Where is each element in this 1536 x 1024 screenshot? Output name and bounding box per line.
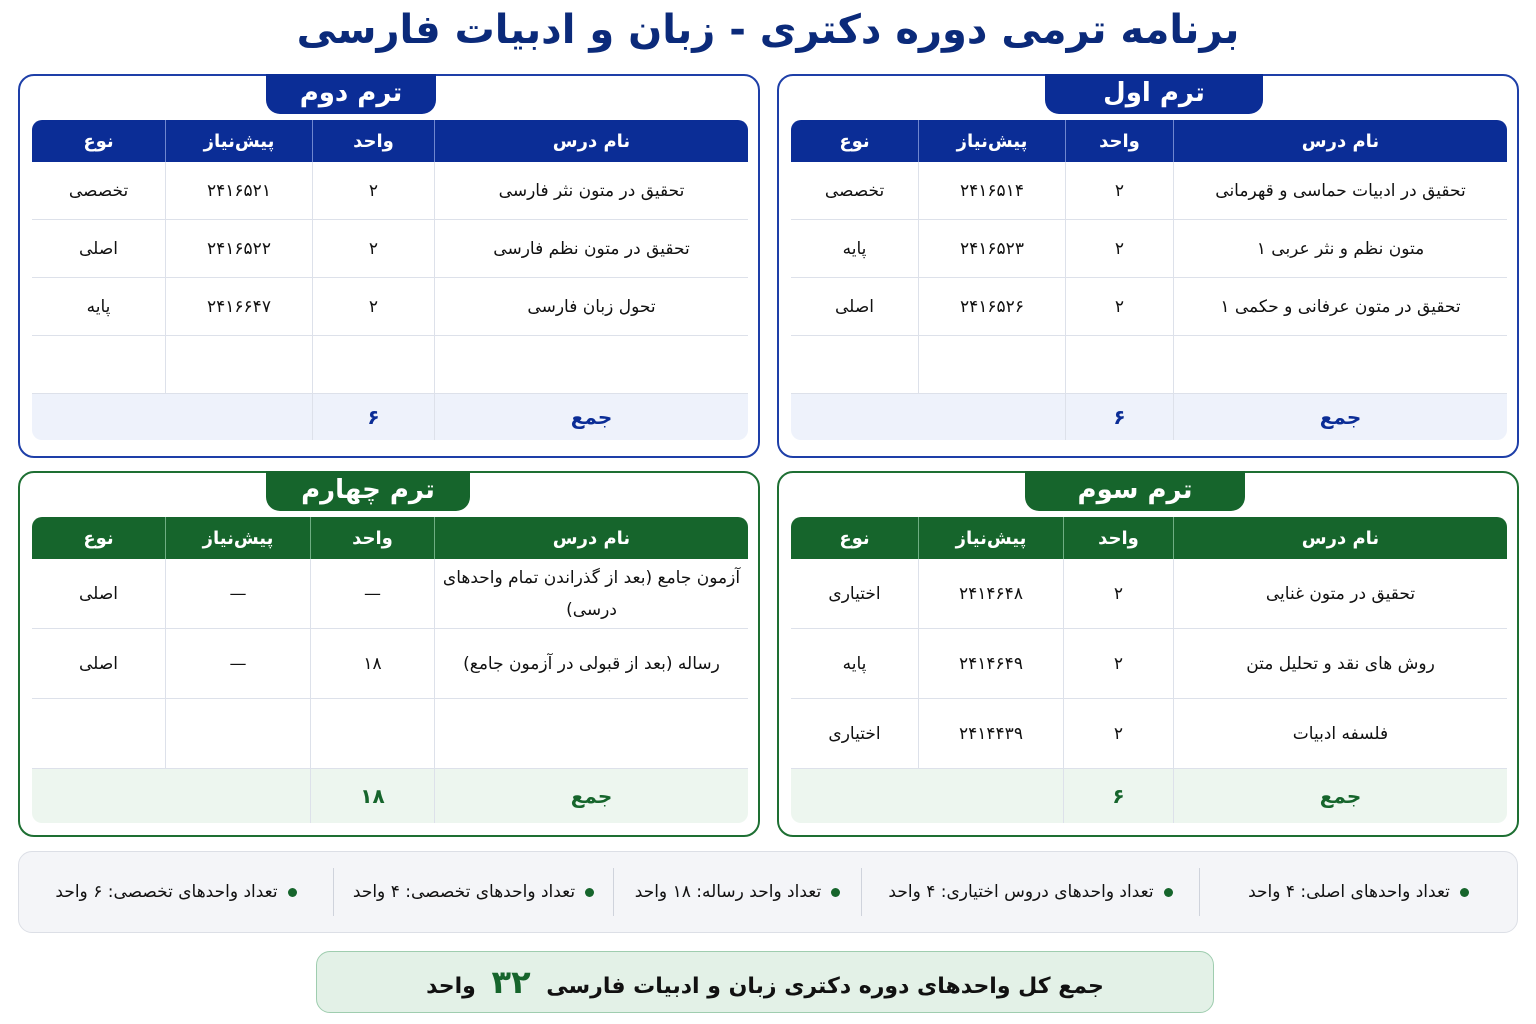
course-units: ۲ bbox=[1063, 629, 1173, 699]
empty-row bbox=[32, 699, 748, 769]
term-1-panel bbox=[777, 74, 1519, 458]
course-name: تحقیق در متون غنایی bbox=[1173, 559, 1507, 629]
course-prereq: ۲۴۱۶۶۴۷ bbox=[165, 278, 312, 336]
course-prereq: ۲۴۱۶۵۲۱ bbox=[165, 162, 312, 220]
course-units: ۲ bbox=[1065, 220, 1173, 278]
course-prereq: — bbox=[165, 559, 310, 629]
total-value: ۳۲ bbox=[491, 963, 531, 1001]
bullet-dot-icon bbox=[288, 888, 297, 897]
bullet-dot-icon bbox=[585, 888, 594, 897]
summary-text: تعداد واحدهای اصلی: ۴ واحد bbox=[1248, 882, 1450, 902]
course-type: پایه bbox=[32, 278, 165, 336]
column-header-name: نام درس bbox=[434, 517, 748, 559]
table-header bbox=[32, 120, 748, 162]
term-3-table bbox=[791, 517, 1507, 823]
course-name: رساله (بعد از قبولی در آزمون جامع) bbox=[434, 629, 748, 699]
column-header-type: نوع bbox=[32, 517, 165, 559]
term-2-label: ترم دوم bbox=[266, 74, 436, 114]
bullet-dot-icon bbox=[831, 888, 840, 897]
course-prereq: ۲۴۱۶۵۲۲ bbox=[165, 220, 312, 278]
course-prereq: ۲۴۱۶۵۲۳ bbox=[918, 220, 1065, 278]
table-row bbox=[32, 559, 748, 629]
sum-value: ۱۸ bbox=[310, 769, 434, 823]
sum-value: ۶ bbox=[1063, 769, 1173, 823]
term-1-table bbox=[791, 120, 1507, 440]
summary-text: تعداد واحدهای تخصصی: ۶ واحد bbox=[55, 882, 278, 902]
column-header-prereq: پیش‌نیاز bbox=[165, 120, 312, 162]
course-type: اصلی bbox=[32, 629, 165, 699]
term-3-label: ترم سوم bbox=[1025, 471, 1245, 511]
table-row bbox=[32, 162, 748, 220]
term-4-table bbox=[32, 517, 748, 823]
course-name: تحقیق در متون نثر فارسی bbox=[434, 162, 748, 220]
course-name: روش های نقد و تحلیل متن bbox=[1173, 629, 1507, 699]
course-type: پایه bbox=[791, 629, 918, 699]
table-row bbox=[791, 629, 1507, 699]
total-suffix: واحد bbox=[426, 974, 476, 999]
sum-label: جمع bbox=[434, 769, 748, 823]
term-4-label: ترم چهارم bbox=[266, 471, 470, 511]
total-units-box bbox=[316, 951, 1214, 1013]
course-units: ۲ bbox=[1063, 699, 1173, 769]
column-header-units: واحد bbox=[310, 517, 434, 559]
course-prereq: ۲۴۱۶۵۱۴ bbox=[918, 162, 1065, 220]
summary-item bbox=[861, 868, 1199, 916]
sum-empty-cell bbox=[791, 394, 1065, 440]
column-header-units: واحد bbox=[312, 120, 434, 162]
course-type: پایه bbox=[791, 220, 918, 278]
term-1-label: ترم اول bbox=[1045, 74, 1263, 114]
course-type: اصلی bbox=[32, 220, 165, 278]
column-header-units: واحد bbox=[1065, 120, 1173, 162]
units-summary-bar bbox=[18, 851, 1518, 933]
column-header-type: نوع bbox=[32, 120, 165, 162]
term-4-panel bbox=[18, 471, 760, 837]
empty-row bbox=[32, 336, 748, 394]
sum-label: جمع bbox=[1173, 394, 1507, 440]
course-units: ۲ bbox=[312, 220, 434, 278]
course-type: اختیاری bbox=[791, 559, 918, 629]
column-header-name: نام درس bbox=[1173, 120, 1507, 162]
column-header-prereq: پیش‌نیاز bbox=[918, 120, 1065, 162]
column-header-prereq: پیش‌نیاز bbox=[165, 517, 310, 559]
column-header-prereq: پیش‌نیاز bbox=[918, 517, 1063, 559]
course-units: ۱۸ bbox=[310, 629, 434, 699]
course-name: تحقیق در متون نظم فارسی bbox=[434, 220, 748, 278]
column-header-type: نوع bbox=[791, 517, 918, 559]
page-title: برنامه ترمی دوره دکتری - زبان و ادبیات فارسی bbox=[296, 7, 1240, 53]
summary-text: تعداد واحدهای تخصصی: ۴ واحد bbox=[352, 882, 576, 902]
table-row bbox=[791, 278, 1507, 336]
course-name: آزمون جامع (بعد از گذراندن تمام واحدهای درسی) bbox=[434, 559, 748, 629]
course-units: ۲ bbox=[1065, 278, 1173, 336]
sum-empty-cell bbox=[791, 769, 1063, 823]
summary-text: تعداد واحدهای دروس اختیاری: ۴ واحد bbox=[888, 882, 1154, 902]
course-prereq: ۲۴۱۶۵۲۶ bbox=[918, 278, 1065, 336]
summary-item bbox=[333, 868, 613, 916]
summary-item bbox=[613, 868, 861, 916]
column-header-type: نوع bbox=[791, 120, 918, 162]
course-name: فلسفه ادبیات bbox=[1173, 699, 1507, 769]
course-type: اختیاری bbox=[791, 699, 918, 769]
sum-label: جمع bbox=[434, 394, 748, 440]
bullet-dot-icon bbox=[1460, 888, 1469, 897]
course-prereq: ۲۴۱۴۶۴۸ bbox=[918, 559, 1063, 629]
term-3-panel bbox=[777, 471, 1519, 837]
course-prereq: — bbox=[165, 629, 310, 699]
column-header-units: واحد bbox=[1063, 517, 1173, 559]
bullet-dot-icon bbox=[1164, 888, 1173, 897]
sum-empty-cell bbox=[32, 394, 312, 440]
course-name: تحقیق در ادبیات حماسی و قهرمانی bbox=[1173, 162, 1507, 220]
course-type: تخصصی bbox=[32, 162, 165, 220]
table-row bbox=[791, 220, 1507, 278]
course-units: — bbox=[310, 559, 434, 629]
table-header bbox=[32, 517, 748, 559]
table-row bbox=[791, 699, 1507, 769]
course-units: ۲ bbox=[312, 162, 434, 220]
empty-row bbox=[791, 336, 1507, 394]
sum-row bbox=[32, 394, 748, 440]
table-header bbox=[791, 517, 1507, 559]
course-name: متون نظم و نثر عربی ۱ bbox=[1173, 220, 1507, 278]
table-row bbox=[32, 220, 748, 278]
sum-label: جمع bbox=[1173, 769, 1507, 823]
table-row bbox=[32, 278, 748, 336]
sum-value: ۶ bbox=[312, 394, 434, 440]
sum-empty-cell bbox=[32, 769, 310, 823]
course-prereq: ۲۴۱۴۶۴۹ bbox=[918, 629, 1063, 699]
course-type: اصلی bbox=[791, 278, 918, 336]
course-type: تخصصی bbox=[791, 162, 918, 220]
column-header-name: نام درس bbox=[1173, 517, 1507, 559]
table-row bbox=[791, 559, 1507, 629]
summary-item bbox=[1199, 868, 1517, 916]
sum-row bbox=[32, 769, 748, 823]
course-type: اصلی bbox=[32, 559, 165, 629]
sum-row bbox=[791, 769, 1507, 823]
course-prereq: ۲۴۱۴۴۳۹ bbox=[918, 699, 1063, 769]
course-units: ۲ bbox=[312, 278, 434, 336]
table-row bbox=[32, 629, 748, 699]
term-2-panel bbox=[18, 74, 760, 458]
sum-row bbox=[791, 394, 1507, 440]
summary-text: تعداد واحد رساله: ۱۸ واحد bbox=[634, 882, 822, 902]
term-2-table bbox=[32, 120, 748, 440]
course-name: تحقیق در متون عرفانی و حکمی ۱ bbox=[1173, 278, 1507, 336]
table-header bbox=[791, 120, 1507, 162]
summary-item bbox=[19, 868, 333, 916]
course-units: ۲ bbox=[1065, 162, 1173, 220]
total-prefix: جمع کل واحدهای دوره دکتری زبان و ادبیات فارسی bbox=[546, 974, 1104, 999]
course-name: تحول زبان فارسی bbox=[434, 278, 748, 336]
sum-value: ۶ bbox=[1065, 394, 1173, 440]
course-units: ۲ bbox=[1063, 559, 1173, 629]
table-row bbox=[791, 162, 1507, 220]
column-header-name: نام درس bbox=[434, 120, 748, 162]
